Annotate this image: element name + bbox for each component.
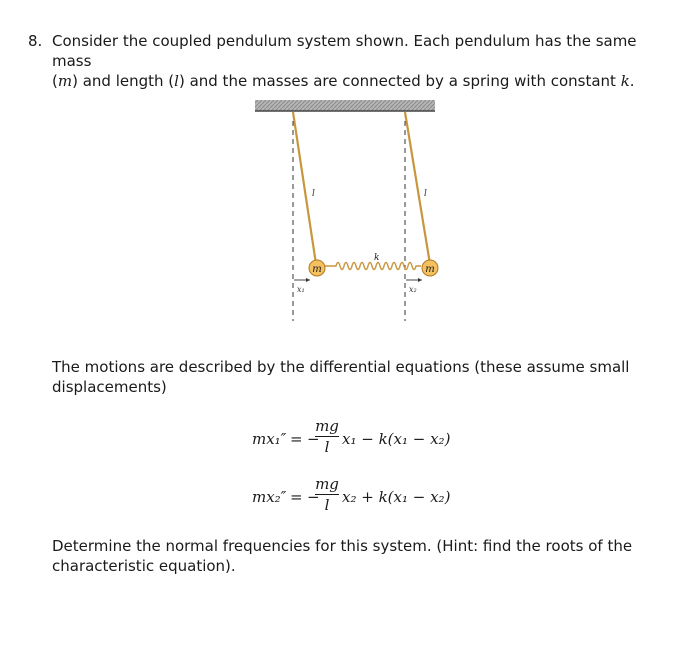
pendulum-rod-right — [405, 112, 430, 264]
spring — [325, 263, 421, 270]
coupled-pendulum-figure — [250, 96, 440, 326]
problem-text: Consider the coupled pendulum system shown. Each pendulum has the same mass (m) and length (l) and the masses are connected by a spring with constant k. — [52, 32, 637, 90]
spring-constant-label: k — [374, 253, 380, 263]
motions-description: The motions are described by the differential equations (these assume small displacements) — [52, 358, 630, 396]
determine-instruction: Determine the normal frequencies for this system. (Hint: find the roots of the characteristic equation). — [52, 537, 633, 575]
problem-intro: Consider the coupled pendulum system shown. Each pendulum has the same mass — [52, 32, 637, 70]
mass-label-left: m — [312, 264, 322, 275]
displacement-label-x2: x₂ — [409, 285, 417, 294]
equation-2-lhs: mx₂″ — [252, 488, 287, 506]
equation-1-lhs: mx₁″ — [252, 430, 287, 448]
equation-1-fraction: mg l — [315, 417, 339, 456]
displacement-label-x1: x₁ — [297, 285, 305, 294]
pendulum-rod-left — [293, 112, 316, 264]
equation-2-fraction: mg l — [315, 475, 339, 514]
equation-1-rhs: x₁ − k(x₁ − x₂) — [342, 430, 451, 448]
length-label-right: l — [424, 189, 427, 199]
equation-2-rhs: x₂ + k(x₁ − x₂) — [342, 488, 451, 506]
problem-number: 8. — [28, 32, 43, 50]
length-label-left: l — [312, 189, 315, 199]
mass-label-right: m — [425, 264, 435, 275]
ceiling-support — [255, 100, 435, 111]
